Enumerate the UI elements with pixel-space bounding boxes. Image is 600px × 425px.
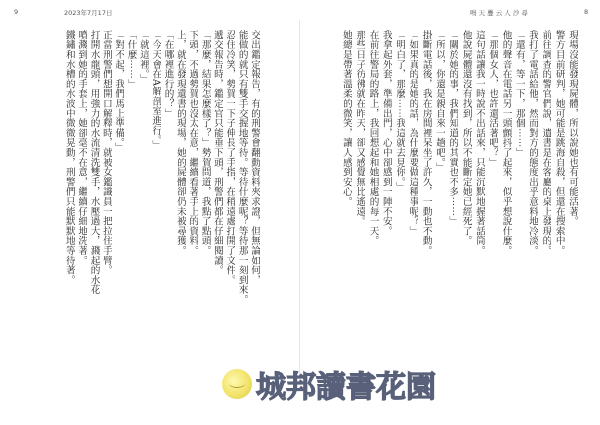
text-column: 交出鑑定報告，有的刑警會翻動資料夾求證，但無論如何， — [249, 30, 260, 285]
text-column: 「如果真的是她的話，為什麼要做這種事呢？」 — [407, 30, 419, 236]
watermark-text: 城邦讀書花園 — [256, 370, 436, 405]
text-column: 「就這裡。」 — [138, 30, 149, 84]
text-column: 前往調查的警官們說，遺書是在客廳的桌上發現的。 — [540, 30, 552, 256]
header-date: 2023年7月17日 — [64, 9, 113, 17]
text-column: 下頭，不過勢賀也沒太在意，繼續看著手上的資料。 — [187, 30, 199, 256]
text-column: 「所以，你還是親自來一趟吧。」 — [434, 30, 446, 173]
text-column: 遞交報告時，鑑定官只能垂下頭，刑警們都在仔細閱讀。 — [212, 30, 223, 275]
text-column: 我拿起外套，準備出門，心中卻感到一陣不安。 — [380, 30, 392, 236]
text-column: 「什麼⋯⋯」 — [125, 30, 137, 89]
text-column: 打開水龍頭，用強力的水流清洗雙手，水壓過大，濺起的水花 — [88, 30, 100, 295]
left-page-text — [64, 30, 260, 346]
text-column: 噴濺到她的手套上，她卻毫不在意，繼續仔細地洗著。 — [76, 30, 88, 266]
text-column: 「關於她的事，我們知道的其實也不多⋯⋯」 — [447, 30, 459, 226]
text-column: 「今天會在A解剖室進行。」 — [150, 30, 162, 150]
header-book-title: 鳴 天 疊 云 人 沙 尋 — [470, 9, 528, 17]
text-column: 這句話讓我一時說不出話來，只能沉默地握著話筒。 — [473, 30, 485, 256]
text-column: 「那麼，結果怎麼樣了？」勢賀問道，我點了點頭。 — [199, 30, 211, 256]
text-column: 「還有，等一下，那個⋯⋯」 — [513, 30, 525, 158]
text-column: 正當刑警們想開口解釋時，就被女鑑識員一把拉住手臂。 — [101, 30, 112, 275]
text-column: 「那個女人，也許還活著吧？」 — [487, 30, 499, 168]
text-column: 掛斷電話後，我在房間裡呆坐了許久，一動也不動。 — [420, 30, 432, 256]
text-column: 我打了電話給他，然而對方的態度出乎意料地冷淡。 — [527, 30, 539, 256]
page-number-left: 9 — [14, 8, 19, 16]
watermark-logo — [222, 363, 436, 405]
text-column: 鐵鏽和水槽的水波中微微晃動，刑警們只能默默地等待著。 — [64, 30, 75, 285]
text-column: 「在哪裡進行的？」 — [162, 30, 174, 119]
right-page-text — [320, 30, 578, 346]
text-column: 現場沒能發現屍體，所以說她也有可能活著。 — [567, 30, 578, 226]
text-column: 「對不起，我們馬上準備。」 — [113, 30, 125, 153]
text-column: 她總是帶著溫柔的微笑，讓人感到安心。 — [340, 30, 352, 207]
smiling-moon-icon — [222, 369, 252, 399]
text-column: 他的聲音在電話另一頭顫抖了起來，似乎想說什麼。 — [500, 30, 512, 256]
text-column: 在前往警局的路上，我回想起和她相處的每一天。 — [367, 30, 379, 246]
page-number-right: 8 — [584, 8, 589, 16]
text-column: 他說屍體還沒有找到，所以不能斷定她已經死了。 — [460, 30, 472, 246]
text-column: 「明白了，那麼⋯⋯我這就去見你。」 — [394, 30, 406, 192]
text-column: 能做的就只有雙手交握地等待。等待什麼呢？等待那一刻到來。 — [236, 30, 248, 305]
book-gutter — [299, 20, 300, 380]
text-column: 忍住冷笑，勢賀一下子伸長了手指，在稍遠處打開了文件。 — [224, 30, 236, 285]
text-column: 上，就在發現遺書的現場，她的屍體卻仍未被尋獲。 — [175, 30, 186, 256]
text-column: 那些日子彷彿就在昨天，卻又感覺無比遙遠。 — [354, 30, 366, 226]
text-column: 警方目前研判，她可能是跳海自殺，但還在搜索中。 — [553, 30, 565, 256]
